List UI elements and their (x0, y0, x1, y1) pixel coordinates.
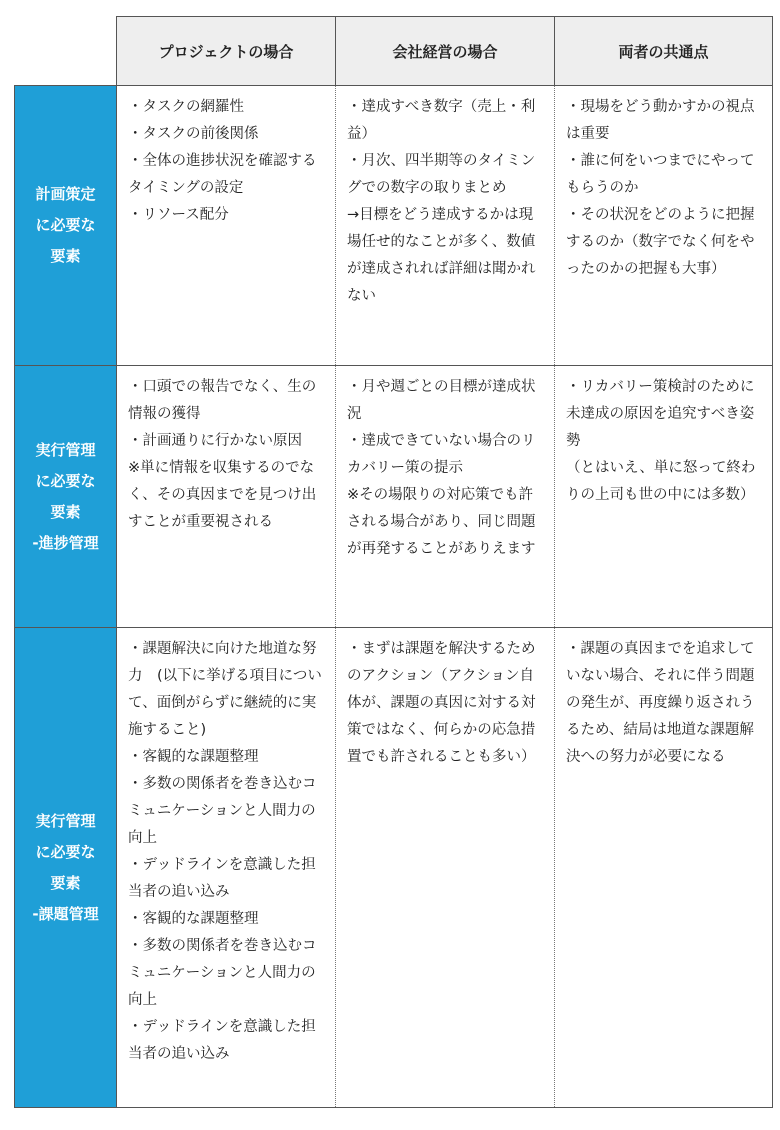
header-row (15, 17, 773, 86)
cell-project: ・タスクの網羅性 ・タスクの前後関係 ・全体の進捗状況を確認するタイミングの設定 ・リソース配分 (117, 86, 336, 366)
row-label-issues: 実行管理 に必要な 要素 -課題管理 (15, 628, 117, 1108)
cell-management: ・達成すべき数字（売上・利益） ・月次、四半期等のタイミングでの数字の取りまとめ →目標をどう達成するかは現場任せ的なことが多く、数値が達成されれば詳細は聞かれない (336, 86, 555, 366)
row-label-progress: 実行管理 に必要な 要素 -進捗管理 (15, 366, 117, 628)
table-row (15, 86, 773, 366)
corner-cell (15, 17, 117, 86)
cell-project: ・口頭での報告でなく、生の情報の獲得 ・計画通りに行かない原因 ※単に情報を収集するのでなく、その真因までを見つけ出すことが重要視される (117, 366, 336, 628)
cell-common: ・課題の真因までを追求していない場合、それに伴う問題の発生が、再度繰り返されうるため、結局は地道な課題解決への努力が必要になる (555, 628, 773, 1108)
header-management: 会社経営の場合 (336, 17, 555, 86)
cell-common: ・現場をどう動かすかの視点は重要 ・誰に何をいつまでにやってもらうのか ・その状況をどのように把握するのか（数字でなく何をやったのかの把握も大事） (555, 86, 773, 366)
header-common: 両者の共通点 (555, 17, 773, 86)
row-label-planning: 計画策定 に必要な 要素 (15, 86, 117, 366)
cell-management: ・月や週ごとの目標が達成状況 ・達成できていない場合のリカバリー策の提示 ※その場限りの対応策でも許される場合があり、同じ問題が再発することがありえます (336, 366, 555, 628)
cell-project: ・課題解決に向けた地道な努力 (以下に挙げる項目について、面倒がらずに継続的に実施すること) ・客観的な課題整理 ・多数の関係者を巻き込むコミュニケーションと人間力の向上 ・デッドラインを意識した担当者の追い込み ・客観的な課題整理 ・多数の関係者を巻き込むコミュニケーションと人間力の向上 ・デッドラインを意識した担当者の追い込み (117, 628, 336, 1108)
table-row (15, 628, 773, 1108)
cell-management: ・まずは課題を解決するためのアクション（アクション自体が、課題の真因に対する対策ではなく、何らかの応急措置でも許されることも多い） (336, 628, 555, 1108)
comparison-table (14, 16, 773, 1108)
table-row (15, 366, 773, 628)
cell-common: ・リカバリー策検討のために未達成の原因を追究すべき姿勢 （とはいえ、単に怒って終わりの上司も世の中には多数） (555, 366, 773, 628)
header-project: プロジェクトの場合 (117, 17, 336, 86)
